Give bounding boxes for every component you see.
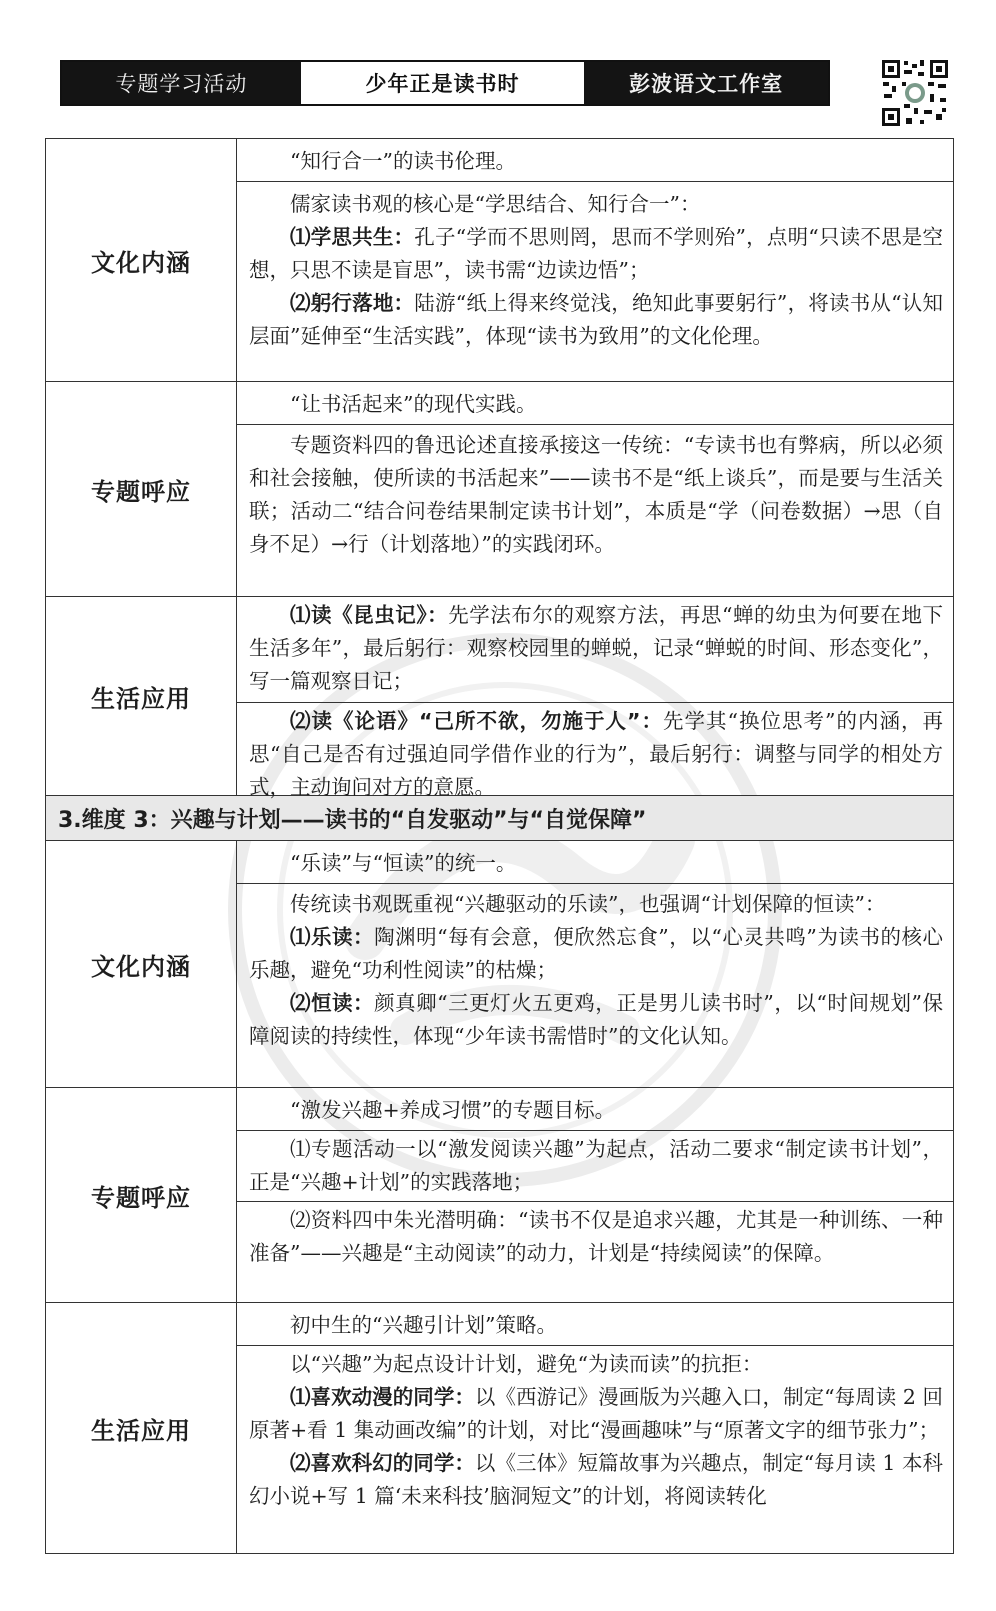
- cell-intro: 儒家读书观的核心是“学思结合、知行合一”：: [290, 192, 701, 216]
- item-head: ⑵躬行落地：: [290, 291, 415, 315]
- cell-intro: 以“兴趣”为起点设计计划，避免“为读而读”的抗拒：: [290, 1352, 763, 1376]
- list-item: [237, 597, 953, 703]
- cell-paragraph: ⑴专题活动一以“激发阅读兴趣”为起点，活动二要求“制定读书计划”，正是“兴趣+计划”的实践落地；: [237, 1131, 953, 1202]
- header-title: 少年正是读书时: [301, 62, 585, 104]
- cell-title: “知行合一”的读书伦理。: [237, 139, 953, 182]
- qr-code-icon: [880, 58, 950, 128]
- item-text: 以《三体》短篇故事为兴趣点，制定“每月读 1 本科幻小说+写 1 篇‘未来科技’脑洞短文”的计划，将阅读转化: [249, 1451, 943, 1508]
- item-head: ⑴读《昆虫记》：: [290, 603, 449, 627]
- cell-title: “让书活起来”的现代实践。: [237, 382, 953, 425]
- header-left: 专题学习活动: [62, 62, 301, 104]
- row-content: [237, 1088, 953, 1302]
- table-row: [46, 841, 953, 1088]
- item-text: 颜真卿“三更灯火五更鸡，正是男儿读书时”，以“时间规划”保障阅读的持续性，体现“少年读书需惜时”的文化认知。: [249, 991, 944, 1048]
- item-text: 孔子“学而不思则罔，思而不学则殆”，点明“只读不思是空想，只思不读是盲思”，读书需“边读边悟”；: [249, 225, 943, 282]
- header-right: 彭波语文工作室: [584, 62, 828, 104]
- row-label: 专题呼应: [46, 382, 237, 596]
- item-text: 陶渊明“每有会意，便欣然忘食”，以“心灵共鸣”为读书的核心乐趣，避免“功利性阅读”的枯燥；: [249, 925, 944, 982]
- cell-body: [237, 182, 953, 381]
- row-content: [237, 841, 953, 1087]
- page-header: [60, 60, 830, 106]
- list-item: [249, 921, 943, 987]
- row-label: 生活应用: [46, 597, 237, 795]
- cell-title: “激发兴趣+养成习惯”的专题目标。: [237, 1088, 953, 1131]
- row-content: [237, 382, 953, 596]
- content-table: [45, 138, 954, 1554]
- item-head: ⑵喜欢科幻的同学：: [290, 1451, 475, 1475]
- item-head: ⑴乐读：: [290, 925, 375, 949]
- item-head: ⑵恒读：: [290, 991, 375, 1015]
- row-label: 专题呼应: [46, 1088, 237, 1302]
- list-item: [249, 221, 943, 287]
- dimension-heading: 3.维度 3：兴趣与计划——读书的“自发驱动”与“自觉保障”: [46, 796, 953, 841]
- list-item: [237, 703, 953, 812]
- cell-body: [237, 1346, 953, 1553]
- cell-title: 初中生的“兴趣引计划”策略。: [237, 1303, 953, 1346]
- list-item: [249, 1381, 943, 1447]
- list-item: [249, 1447, 943, 1513]
- item-head: ⑵读《论语》“己所不欲，勿施于人”：: [290, 709, 663, 733]
- cell-body: 专题资料四的鲁迅论述直接承接这一传统：“专读书也有弊病，所以必须和社会接触，使所读的书活起来”——读书不是“纸上谈兵”，而是要与生活关联；活动二“结合问卷结果制定读书计划”，本质是“学（问卷数据）→思（自身不足）→行（计划落地）”的实践闭环。: [249, 433, 943, 556]
- row-label: 文化内涵: [46, 841, 237, 1087]
- cell-intro: 传统读书观既重视“兴趣驱动的乐读”，也强调“计划保障的恒读”：: [290, 892, 886, 916]
- cell-title: “乐读”与“恒读”的统一。: [237, 841, 953, 884]
- table-row: [46, 1303, 953, 1554]
- item-head: ⑴学思共生：: [290, 225, 415, 249]
- row-label: 文化内涵: [46, 139, 237, 381]
- cell-paragraph: ⑵资料四中朱光潜明确：“读书不仅是追求兴趣，尤其是一种训练、一种准备”——兴趣是“主动阅读”的动力，计划是“持续阅读”的保障。: [249, 1208, 943, 1265]
- row-content: [237, 597, 953, 799]
- table-row: [46, 1088, 953, 1303]
- table-row: [46, 382, 953, 597]
- item-text: 以《西游记》漫画版为兴趣入口，制定“每周读 2 回原著+看 1 集动画改编”的计划，对比“漫画趣味”与“原著文字的细节张力”；: [249, 1385, 943, 1442]
- table-row: [46, 597, 953, 799]
- row-content: [237, 1303, 953, 1553]
- item-head: ⑴喜欢动漫的同学：: [290, 1385, 475, 1409]
- list-item: [249, 987, 943, 1053]
- list-item: [249, 287, 943, 353]
- cell-body: [237, 884, 953, 1087]
- row-label: 生活应用: [46, 1303, 237, 1553]
- row-content: [237, 139, 953, 381]
- table-row: [46, 139, 953, 382]
- item-text: 先学其“换位思考”的内涵，再思“自己是否有过强迫同学借作业的行为”，最后躬行：调整与同学的相处方式，主动询问对方的意愿。: [249, 709, 943, 799]
- item-text: 陆游“纸上得来终觉浅，绝知此事要躬行”，将读书从“认知层面”延伸至“生活实践”，体现“读书为致用”的文化伦理。: [249, 291, 943, 348]
- item-text: 先学法布尔的观察方法，再思“蝉的幼虫为何要在地下生活多年”，最后躬行：观察校园里的蝉蜕，记录“蝉蜕的时间、形态变化”，写一篇观察日记；: [249, 603, 944, 693]
